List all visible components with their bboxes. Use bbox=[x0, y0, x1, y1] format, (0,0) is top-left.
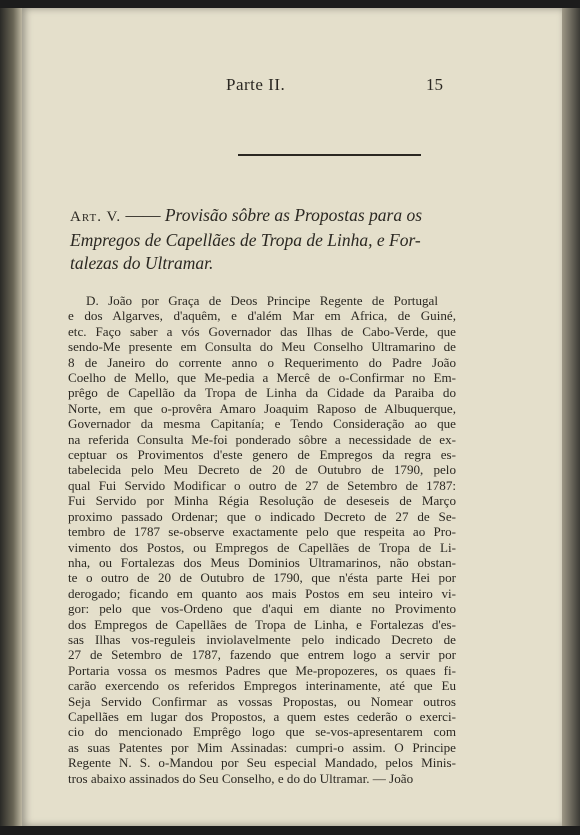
article-dash: —— bbox=[125, 205, 161, 225]
article-heading bbox=[70, 204, 460, 275]
article-title-line-3: talezas do Ultramar. bbox=[70, 253, 214, 273]
article-title-line-1: Provisão sôbre as Propostas para os bbox=[164, 205, 423, 225]
body-line: te o outro de 20 de Outubro de 1790, que n'ésta parte Hei por bbox=[68, 570, 456, 586]
body-line: vimento dos Postos, ou Empregos de Capellães de Tropa de Li- bbox=[68, 539, 456, 555]
page-number: 15 bbox=[426, 75, 443, 94]
body-line: tros abaixo assinados do Seu Conselho, e do do Ultramar. — João bbox=[68, 770, 414, 786]
article-body bbox=[68, 293, 456, 786]
body-line: as suas Patentes por Mim Assinadas: cumpri-o assim. O Principe bbox=[68, 739, 456, 755]
body-line: dos Empregos de Capellães de Tropa de Linha, e Fortalezas d'es- bbox=[68, 616, 456, 632]
body-line: sas Ilhas vos-reguleis inviolavelmente pelo indicado Decreto de bbox=[68, 631, 456, 647]
running-head bbox=[0, 75, 580, 95]
page-edge bbox=[562, 8, 580, 826]
body-line: sendo-Me presente em Consulta do Meu Conselho Ultramarino de bbox=[68, 339, 456, 355]
body-line: e dos Algarves, d'aquêm, e d'além Mar em Africa, de Guiné, bbox=[68, 308, 456, 324]
body-line: Fui Servido por Minha Régia Resolução de deseseis de Março bbox=[68, 493, 456, 509]
body-line: Capellães em lugar dos Propostos, a quem estes cederão o exerci- bbox=[68, 708, 456, 724]
body-line: 8 de Janeiro do corrente anno o Requerimento do Padre João bbox=[68, 354, 456, 370]
body-line: Seja Servido Confirmar as vossas Propostas, ou Nomear outros bbox=[68, 693, 456, 709]
body-line: gor: pelo que vos-Ordeno que d'aqui em diante no Provimento bbox=[68, 601, 456, 617]
body-line: D. João por Graça de Deos Principe Regente de Portugal bbox=[86, 293, 438, 308]
body-line: nha, ou Fortalezas dos Meus Dominios Ultramarinos, não obstan- bbox=[68, 554, 456, 570]
body-line: cio do mencionado Emprêgo logo que se-vos-apresentarem com bbox=[68, 724, 456, 740]
book-gutter bbox=[0, 8, 22, 826]
body-line: ceptuar os Provimentos d'este genero de Empregos da regra es- bbox=[68, 447, 456, 463]
show-through-text bbox=[200, 100, 460, 190]
article-label: Art. V. bbox=[70, 209, 122, 225]
body-line: carão exercendo os referidos Empregos interinamente, até que Eu bbox=[68, 678, 456, 694]
body-line: 27 de Setembro de 1787, fazendo que entrem logo a servir por bbox=[68, 647, 456, 663]
body-line: Governador da mesma Capitanía; e Tendo Consideração ao que bbox=[68, 416, 456, 432]
body-line: na referida Consulta Me-foi ponderado sôbre a necessidade de ex- bbox=[68, 431, 456, 447]
body-line: Portaria vossa os mesmos Padres que Me-propozeres, os quaes fi- bbox=[68, 662, 456, 678]
body-line: Regente N. S. o-Mandou por Seu especial Mandado, pelos Minis- bbox=[68, 755, 456, 771]
body-line: derogado; ficando em quanto aos mais Postos em seu inteiro vi- bbox=[68, 585, 456, 601]
body-line: tembro de 1787 se-observe exactamente pelo que respeita ao Pro- bbox=[68, 524, 456, 540]
body-line: tabelecida pelo Meu Decreto de 20 de Outubro de 1790, pelo bbox=[68, 462, 456, 478]
body-line: Norte, em que o-provêra Amaro Joaquim Raposo de Albuquerque, bbox=[68, 400, 456, 416]
body-line: etc. Faço saber a vós Governador das Ilhas de Cabo-Verde, que bbox=[68, 323, 456, 339]
part-label: Parte II. bbox=[226, 75, 286, 94]
article-title-line-2: Empregos de Capellães de Tropa de Linha, e For- bbox=[70, 230, 421, 250]
body-line: proximo passado Ordenar; que o indicado Decreto de 27 de Se- bbox=[68, 508, 456, 524]
body-line: qual Fui Servido Modificar o outro de 27 de Setembro de 1787: bbox=[68, 477, 456, 493]
body-line: prêgo de Capellão da Tropa de Linha da Cidade da Paraiba do bbox=[68, 385, 456, 401]
body-line: Coelho de Mello, que Me-pedia a Mercê de o-Confirmar no Em- bbox=[68, 370, 456, 386]
separator-rule bbox=[238, 154, 421, 156]
